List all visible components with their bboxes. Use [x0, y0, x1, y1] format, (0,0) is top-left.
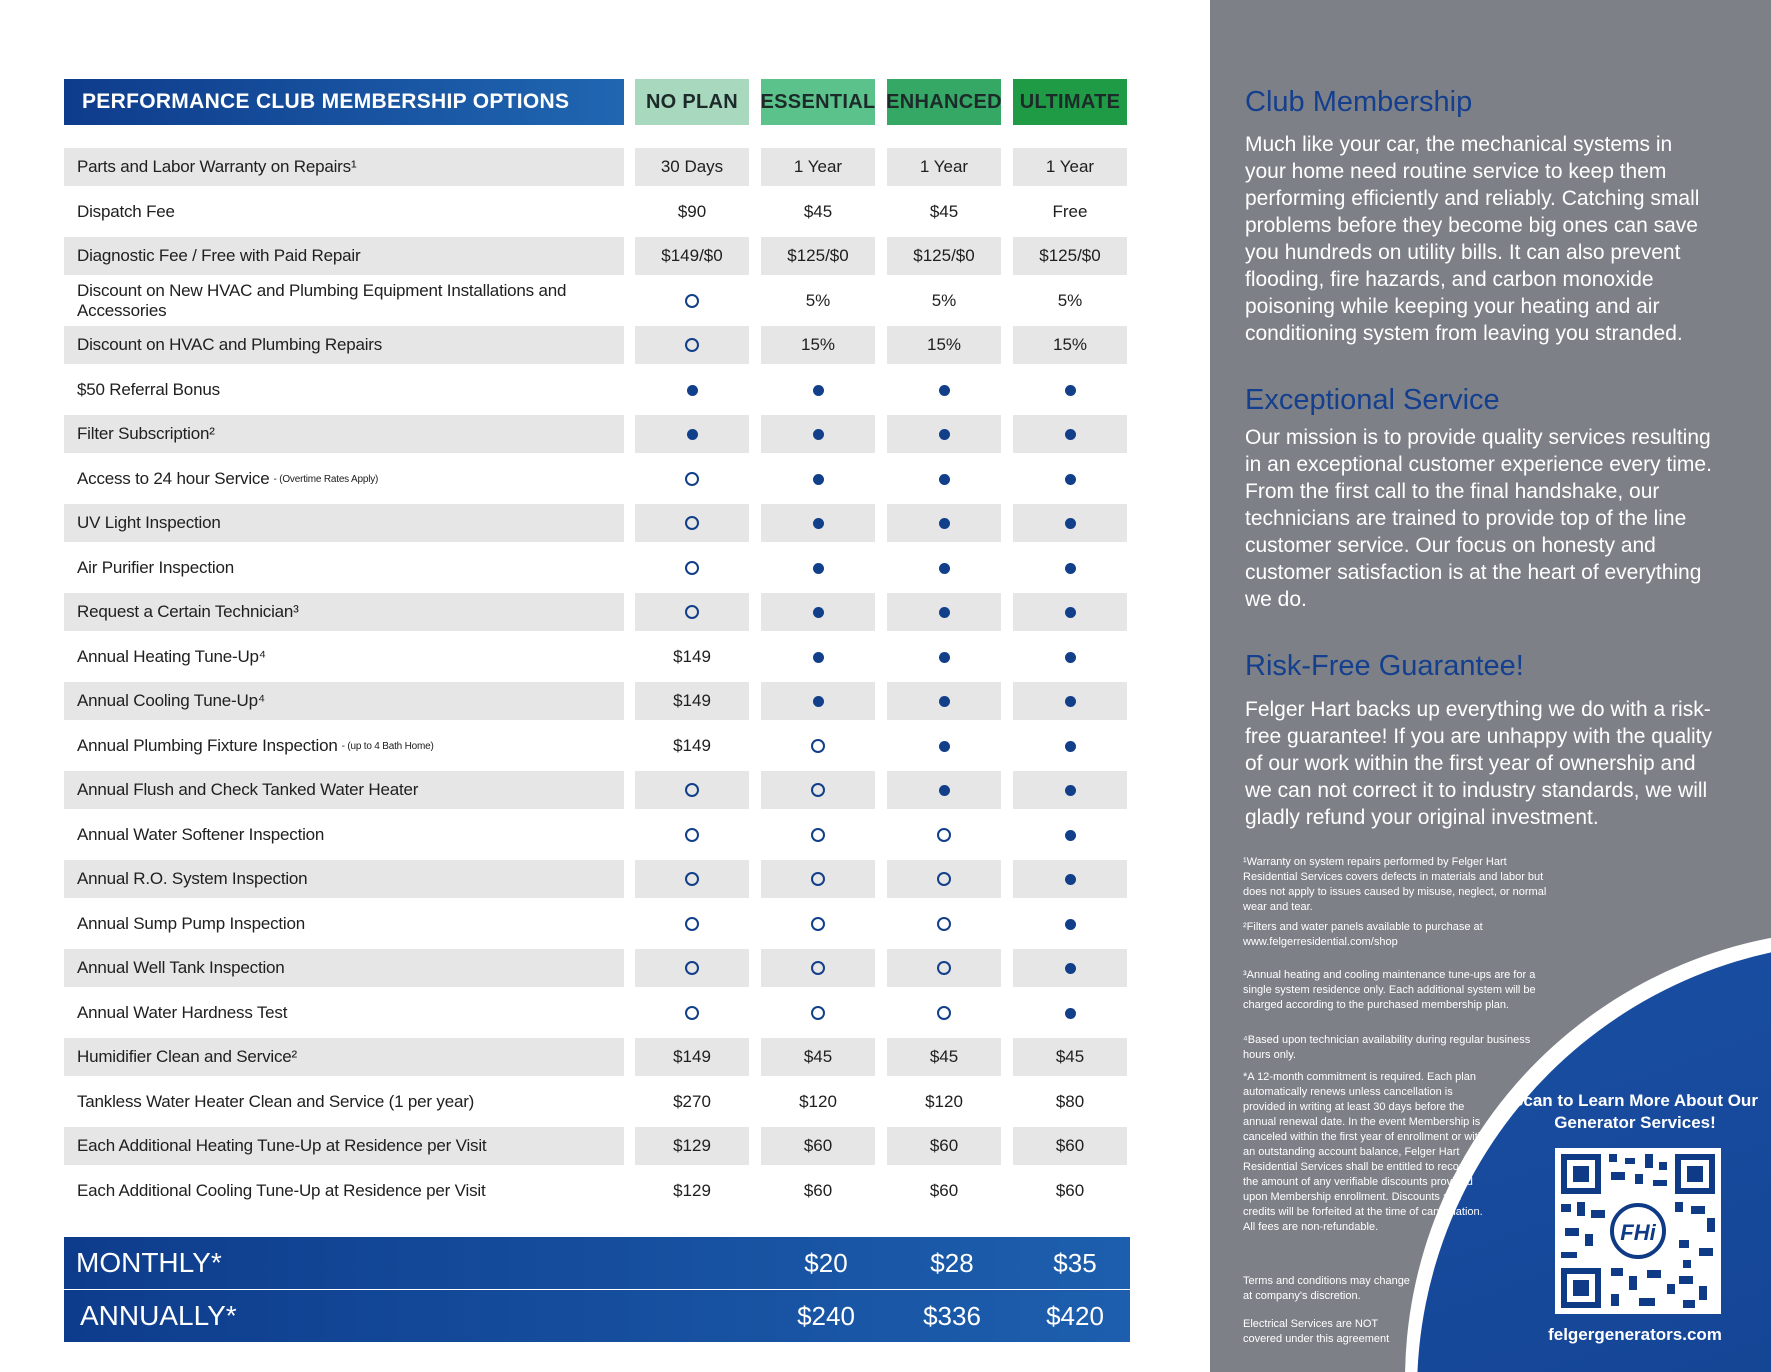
not-included-circle-icon — [887, 949, 1001, 987]
included-dot-icon — [1013, 905, 1127, 943]
table-row — [64, 771, 1130, 809]
row-label: Annual Water Softener Inspection — [77, 825, 325, 844]
row-label: Discount on HVAC and Plumbing Repairs — [64, 326, 624, 364]
included-dot-icon — [887, 549, 1001, 587]
included-dot-icon — [1013, 415, 1127, 453]
table-row — [64, 504, 1130, 542]
included-dot-icon — [1013, 460, 1127, 498]
included-dot-icon — [887, 371, 1001, 409]
footnote-1: ¹Warranty on system repairs performed by Felger Hart Residential Services covers defects in materials and labor but does not apply to issues caused by misuse, neglect, or normal wear and tear. — [1243, 856, 1547, 913]
row-value: $149 — [673, 736, 711, 755]
row-label: Parts and Labor Warranty on Repairs¹ — [64, 148, 624, 186]
row-value: $45 — [761, 1038, 875, 1076]
included-dot-icon — [1013, 371, 1127, 409]
table-row — [64, 905, 1130, 943]
row-value: $125/$0 — [887, 237, 1001, 275]
row-value: $125/$0 — [1013, 237, 1127, 275]
exceptional-service-text: Our mission is to provide quality services resulting in an exceptional customer experience every time. From the first call to the final handshake, our technicians are trained to provide top of the line customer service. Our focus on honesty and customer satisfaction is at the heart of everything we do. — [1245, 426, 1712, 611]
not-included-circle-icon — [887, 905, 1001, 943]
not-included-circle-icon — [635, 771, 749, 809]
not-included-circle-icon — [761, 727, 875, 765]
website-link[interactable]: felgergenerators.com — [1548, 1325, 1722, 1344]
not-included-circle-icon — [635, 860, 749, 898]
row-label: Humidifier Clean and Service² — [64, 1038, 624, 1076]
row-label: Air Purifier Inspection — [77, 558, 234, 577]
not-included-circle-icon — [635, 994, 749, 1032]
table-row — [64, 816, 1130, 854]
row-label: Filter Subscription² — [64, 415, 624, 453]
row-value: $120 — [799, 1092, 837, 1111]
monthly-enhanced: $28 — [930, 1247, 974, 1278]
row-value: $149 — [673, 647, 711, 666]
row-label: UV Light Inspection — [64, 504, 624, 542]
included-dot-icon — [1013, 816, 1127, 854]
row-value: $149 — [635, 1038, 749, 1076]
table-row — [64, 148, 1130, 186]
row-label: Annual Well Tank Inspection — [64, 949, 624, 987]
included-dot-icon — [761, 460, 875, 498]
club-membership-text: Much like your car, the mechanical systems in your home need routine service to keep them performing efficiently and reliably. Catching small problems before they become big ones can save you hundreds on utility bills. It can also prevent flooding, fire hazards, and carbon monoxide poisoning while keeping your heating and air conditioning system from leaving you stranded. — [1245, 133, 1700, 345]
monthly-price-bar — [64, 1237, 1130, 1289]
table-row — [64, 415, 1130, 453]
table-row — [64, 638, 1130, 676]
row-label: Annual Cooling Tune-Up⁴ — [64, 682, 624, 720]
row-value: 5% — [805, 291, 831, 310]
included-dot-icon — [887, 771, 1001, 809]
table-row — [64, 460, 1130, 498]
row-value: 15% — [1013, 326, 1127, 364]
table-row — [64, 949, 1130, 987]
included-dot-icon — [1013, 860, 1127, 898]
row-value: Free — [1052, 202, 1088, 221]
included-dot-icon — [887, 504, 1001, 542]
row-value: $60 — [887, 1127, 1001, 1165]
table-row — [64, 1083, 1130, 1121]
not-included-circle-icon — [887, 860, 1001, 898]
table-row — [64, 727, 1130, 765]
monthly-essential: $20 — [804, 1247, 848, 1278]
footnote-5: *A 12-month commitment is required. Each plan automatically renews unless cancellation is provided in writing at least 30 days before the annual renewal date. In the event Membership is canceled within the first year of enrollment or with an outstanding account balance, Felger Hart Residential Services shall be entitled to recoup the amount of any verifiable discounts provided upon Membership enrollment. Discounts and credits will be forfeited at the time of cancellation. All fees are non-refundable. — [1243, 1071, 1484, 1233]
annual-enhanced: $336 — [923, 1300, 981, 1331]
row-value: 1 Year — [761, 148, 875, 186]
included-dot-icon — [761, 682, 875, 720]
table-row — [64, 549, 1130, 587]
included-dot-icon — [887, 460, 1001, 498]
included-dot-icon — [635, 371, 749, 409]
not-included-circle-icon — [761, 816, 875, 854]
row-label: Annual Flush and Check Tanked Water Heater — [64, 771, 624, 809]
monthly-label: MONTHLY* — [76, 1247, 222, 1278]
table-row — [64, 193, 1130, 231]
included-dot-icon — [761, 549, 875, 587]
row-label: $50 Referral Bonus — [77, 380, 220, 399]
included-dot-icon — [635, 415, 749, 453]
monthly-ultimate: $35 — [1053, 1247, 1097, 1278]
table-row — [64, 1038, 1130, 1076]
row-value: $60 — [761, 1127, 875, 1165]
row-note: - (up to 4 Bath Home) — [341, 740, 434, 752]
plan-header-ultimate: ULTIMATE — [1013, 79, 1127, 125]
risk-free-heading: Risk-Free Guarantee! — [1245, 650, 1524, 682]
row-label: Discount on New HVAC and Plumbing Equipment Installations and Accessories — [77, 281, 567, 320]
row-value: $129 — [673, 1181, 711, 1200]
row-value: $149/$0 — [635, 237, 749, 275]
included-dot-icon — [1013, 549, 1127, 587]
footnote-3: ³Annual heating and cooling maintenance tune-ups are for a single system residence only. Each additional system will be charged according to the purchased membership plan. — [1243, 969, 1536, 1011]
included-dot-icon — [887, 415, 1001, 453]
not-included-circle-icon — [635, 593, 749, 631]
table-row — [64, 1127, 1130, 1165]
included-dot-icon — [887, 682, 1001, 720]
not-included-circle-icon — [887, 816, 1001, 854]
table-title: PERFORMANCE CLUB MEMBERSHIP OPTIONS — [64, 79, 624, 125]
included-dot-icon — [761, 504, 875, 542]
table-row — [64, 682, 1130, 720]
row-value: $45 — [887, 1038, 1001, 1076]
not-included-circle-icon — [635, 816, 749, 854]
row-value: $270 — [673, 1092, 711, 1111]
included-dot-icon — [761, 371, 875, 409]
included-dot-icon — [887, 638, 1001, 676]
row-value: 30 Days — [635, 148, 749, 186]
row-label: Each Additional Cooling Tune-Up at Residence per Visit — [77, 1181, 486, 1200]
row-label: Tankless Water Heater Clean and Service (1 per year) — [77, 1092, 475, 1111]
annual-price-bar — [64, 1290, 1130, 1342]
row-label: Dispatch Fee — [77, 202, 175, 221]
row-value: $45 — [1013, 1038, 1127, 1076]
included-dot-icon — [1013, 504, 1127, 542]
row-value: 1 Year — [887, 148, 1001, 186]
row-value: $45 — [803, 202, 833, 221]
row-value: $125/$0 — [761, 237, 875, 275]
row-value: 1 Year — [1013, 148, 1127, 186]
footnote-6: Terms and conditions may change at company's discretion. — [1243, 1275, 1410, 1302]
included-dot-icon — [1013, 727, 1127, 765]
row-value: $60 — [929, 1181, 959, 1200]
included-dot-icon — [1013, 593, 1127, 631]
included-dot-icon — [761, 593, 875, 631]
not-included-circle-icon — [635, 949, 749, 987]
row-value: $120 — [925, 1092, 963, 1111]
not-included-circle-icon — [635, 504, 749, 542]
not-included-circle-icon — [635, 905, 749, 943]
table-row — [64, 326, 1130, 364]
not-included-circle-icon — [761, 994, 875, 1032]
footnote-7: Electrical Services are NOT covered under this agreement — [1243, 1318, 1390, 1345]
row-value: $60 — [1013, 1127, 1127, 1165]
qr-code[interactable] — [1555, 1148, 1721, 1314]
info-panel — [1210, 0, 1771, 1372]
plan-header-essential: ESSENTIAL — [761, 79, 875, 125]
table-row — [64, 593, 1130, 631]
not-included-circle-icon — [761, 771, 875, 809]
included-dot-icon — [1013, 638, 1127, 676]
included-dot-icon — [1013, 949, 1127, 987]
row-label: Diagnostic Fee / Free with Paid Repair — [64, 237, 624, 275]
footnote-4: ⁴Based upon technician availability during regular business hours only. — [1243, 1034, 1531, 1061]
table-row — [64, 1172, 1130, 1210]
table-row — [64, 860, 1130, 898]
row-value: $90 — [677, 202, 707, 221]
not-included-circle-icon — [761, 949, 875, 987]
not-included-circle-icon — [635, 326, 749, 364]
row-value: 15% — [887, 326, 1001, 364]
annual-ultimate: $420 — [1046, 1300, 1104, 1331]
not-included-circle-icon — [635, 282, 749, 320]
exceptional-service-heading: Exceptional Service — [1245, 384, 1500, 416]
not-included-circle-icon — [635, 549, 749, 587]
row-label: Annual Water Hardness Test — [77, 1003, 288, 1022]
included-dot-icon — [761, 415, 875, 453]
scan-callout: Scan to Learn More About Our Generator Services! — [1512, 1091, 1758, 1132]
footnote-2: ²Filters and water panels available to purchase at www.felgerresidential.com/shop — [1243, 921, 1483, 948]
not-included-circle-icon — [761, 860, 875, 898]
row-value: 15% — [761, 326, 875, 364]
included-dot-icon — [1013, 771, 1127, 809]
row-value: $60 — [1055, 1181, 1085, 1200]
plan-header-enhanced: ENHANCED — [887, 79, 1001, 125]
plan-header-no-plan: NO PLAN — [635, 79, 749, 125]
row-value: $60 — [803, 1181, 833, 1200]
row-label: Annual Sump Pump Inspection — [77, 914, 306, 933]
row-value: 5% — [1057, 291, 1083, 310]
annual-essential: $240 — [797, 1300, 855, 1331]
row-label: Request a Certain Technician³ — [64, 593, 624, 631]
club-membership-heading: Club Membership — [1245, 86, 1473, 118]
qr-code-icon — [1555, 1148, 1721, 1314]
table-row — [64, 371, 1130, 409]
included-dot-icon — [1013, 682, 1127, 720]
row-label: Each Additional Heating Tune-Up at Residence per Visit — [64, 1127, 624, 1165]
row-label: Annual R.O. System Inspection — [64, 860, 624, 898]
annual-label: ANNUALLY* — [80, 1300, 237, 1331]
included-dot-icon — [887, 727, 1001, 765]
row-value: $129 — [635, 1127, 749, 1165]
not-included-circle-icon — [635, 460, 749, 498]
included-dot-icon — [761, 638, 875, 676]
not-included-circle-icon — [887, 994, 1001, 1032]
table-row — [64, 994, 1130, 1032]
not-included-circle-icon — [761, 905, 875, 943]
row-label: Annual Plumbing Fixture Inspection - (up to 4 Bath Home) — [77, 736, 434, 755]
row-value: 5% — [931, 291, 957, 310]
row-value: $45 — [929, 202, 959, 221]
qr-logo: FHi — [1620, 1220, 1656, 1245]
row-note: - (Overtime Rates Apply) — [273, 473, 379, 485]
risk-free-text: Felger Hart backs up everything we do with a risk-free guarantee! If you are unhappy with the quality of our work within the first year of ownership and we can not correct it to industry standards, we will gladly refund your original investment. — [1245, 698, 1712, 829]
included-dot-icon — [1013, 994, 1127, 1032]
row-label: Annual Heating Tune-Up⁴ — [77, 647, 266, 666]
table-row — [64, 237, 1130, 275]
row-label: Access to 24 hour Service - (Overtime Rates Apply) — [77, 469, 379, 488]
row-value: $80 — [1055, 1092, 1085, 1111]
row-value: $149 — [635, 682, 749, 720]
included-dot-icon — [887, 593, 1001, 631]
table-row — [64, 282, 1130, 320]
